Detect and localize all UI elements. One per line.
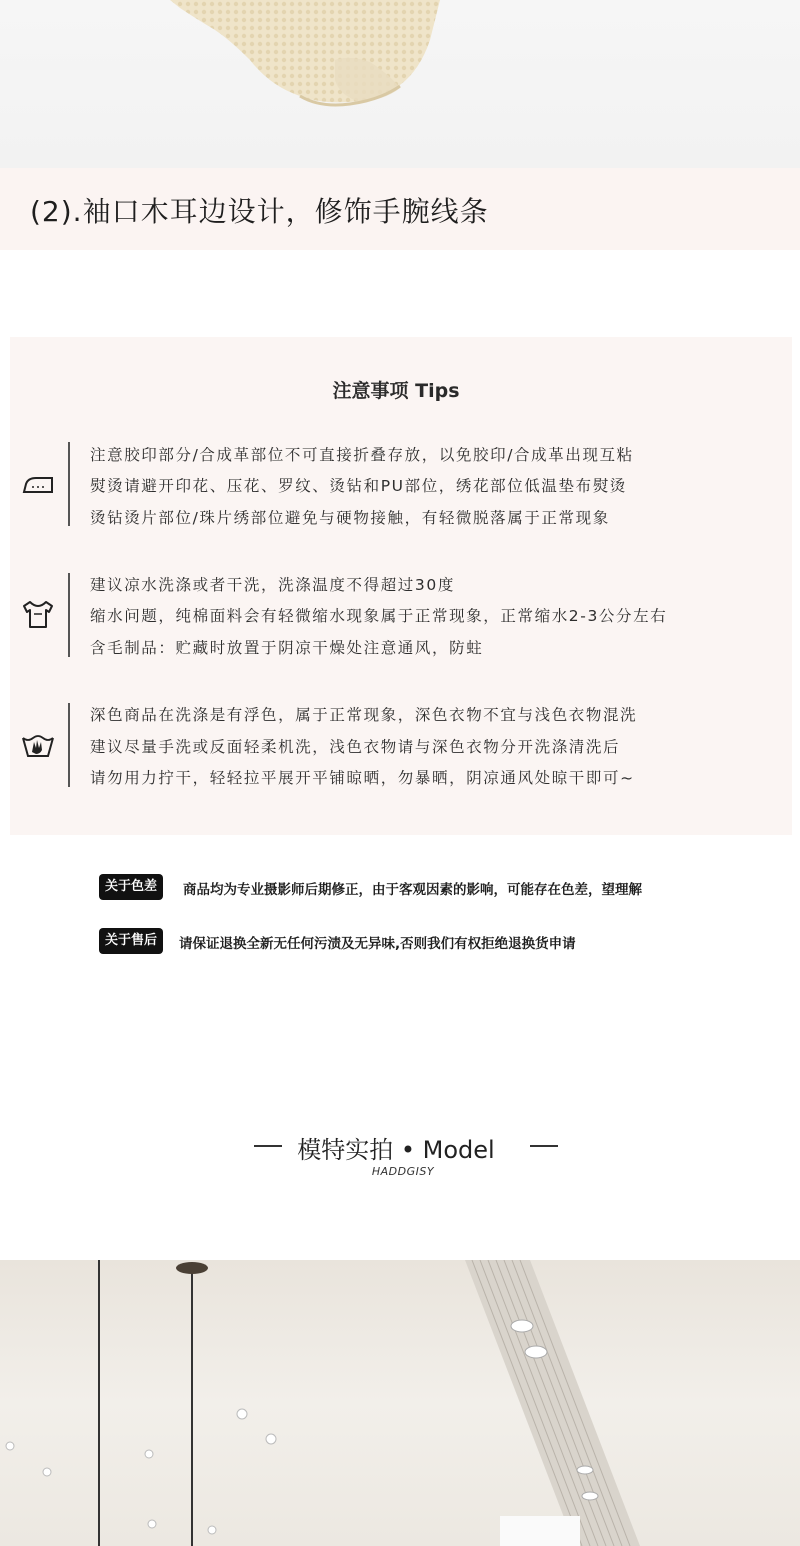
tip-line: 熨烫请避开印花、压花、罗纹、烫钻和PU部位，绣花部位低温垫布熨烫 <box>90 477 627 495</box>
feature-caption: (2).袖口木耳边设计，修饰手腕线条 <box>30 195 489 228</box>
tip-line: 注意胶印部分/合成革部位不可直接折叠存放，以免胶印/合成革出现互粘 <box>90 446 634 464</box>
model-photo-ceiling <box>0 1260 800 1546</box>
iron-icon <box>18 464 58 504</box>
tip-line: 建议尽量手洗或反面轻柔机洗，浅色衣物请与深色衣物分开洗涤清洗后 <box>90 738 621 756</box>
hand-wash-icon <box>18 724 58 764</box>
after-sales-text: 请保证退换全新无任何污渍及无异味,否则我们有权拒绝退换货申请 <box>179 936 576 952</box>
after-sales-badge: 关于售后 <box>99 928 163 954</box>
tip-line: 建议凉水洗涤或者干洗，洗涤温度不得超过30度 <box>90 576 455 594</box>
tip-divider <box>68 703 70 787</box>
tip-divider <box>68 442 70 526</box>
tip-line: 烫钻烫片部位/珠片绣部位避免与硬物接触，有轻微脱落属于正常现象 <box>90 509 610 527</box>
tip-line: 深色商品在洗涤是有浮色，属于正常现象，深色衣物不宜与浅色衣物混洗 <box>90 706 638 724</box>
model-section-title: 模特实拍 • Model <box>297 1136 495 1164</box>
color-difference-badge: 关于色差 <box>99 874 163 900</box>
tip-line: 请勿用力拧干，轻轻拉平展开平铺晾晒，勿暴晒，阴凉通风处晾干即可~ <box>90 769 635 787</box>
product-photo-sleeve <box>0 0 800 168</box>
color-difference-text: 商品均为专业摄影师后期修正，由于客观因素的影响，可能存在色差，望理解 <box>183 882 642 898</box>
tip-line: 缩水问题，纯棉面料会有轻微缩水现象属于正常现象，正常缩水2-3公分左右 <box>90 607 668 625</box>
tip-line: 含毛制品：贮藏时放置于阴凉干燥处注意通风，防蛀 <box>90 639 484 657</box>
model-section-brand: HADDGISY <box>371 1165 435 1178</box>
tip-divider <box>68 573 70 657</box>
tshirt-icon <box>18 594 58 634</box>
tips-title: 注意事项 Tips <box>332 380 460 402</box>
